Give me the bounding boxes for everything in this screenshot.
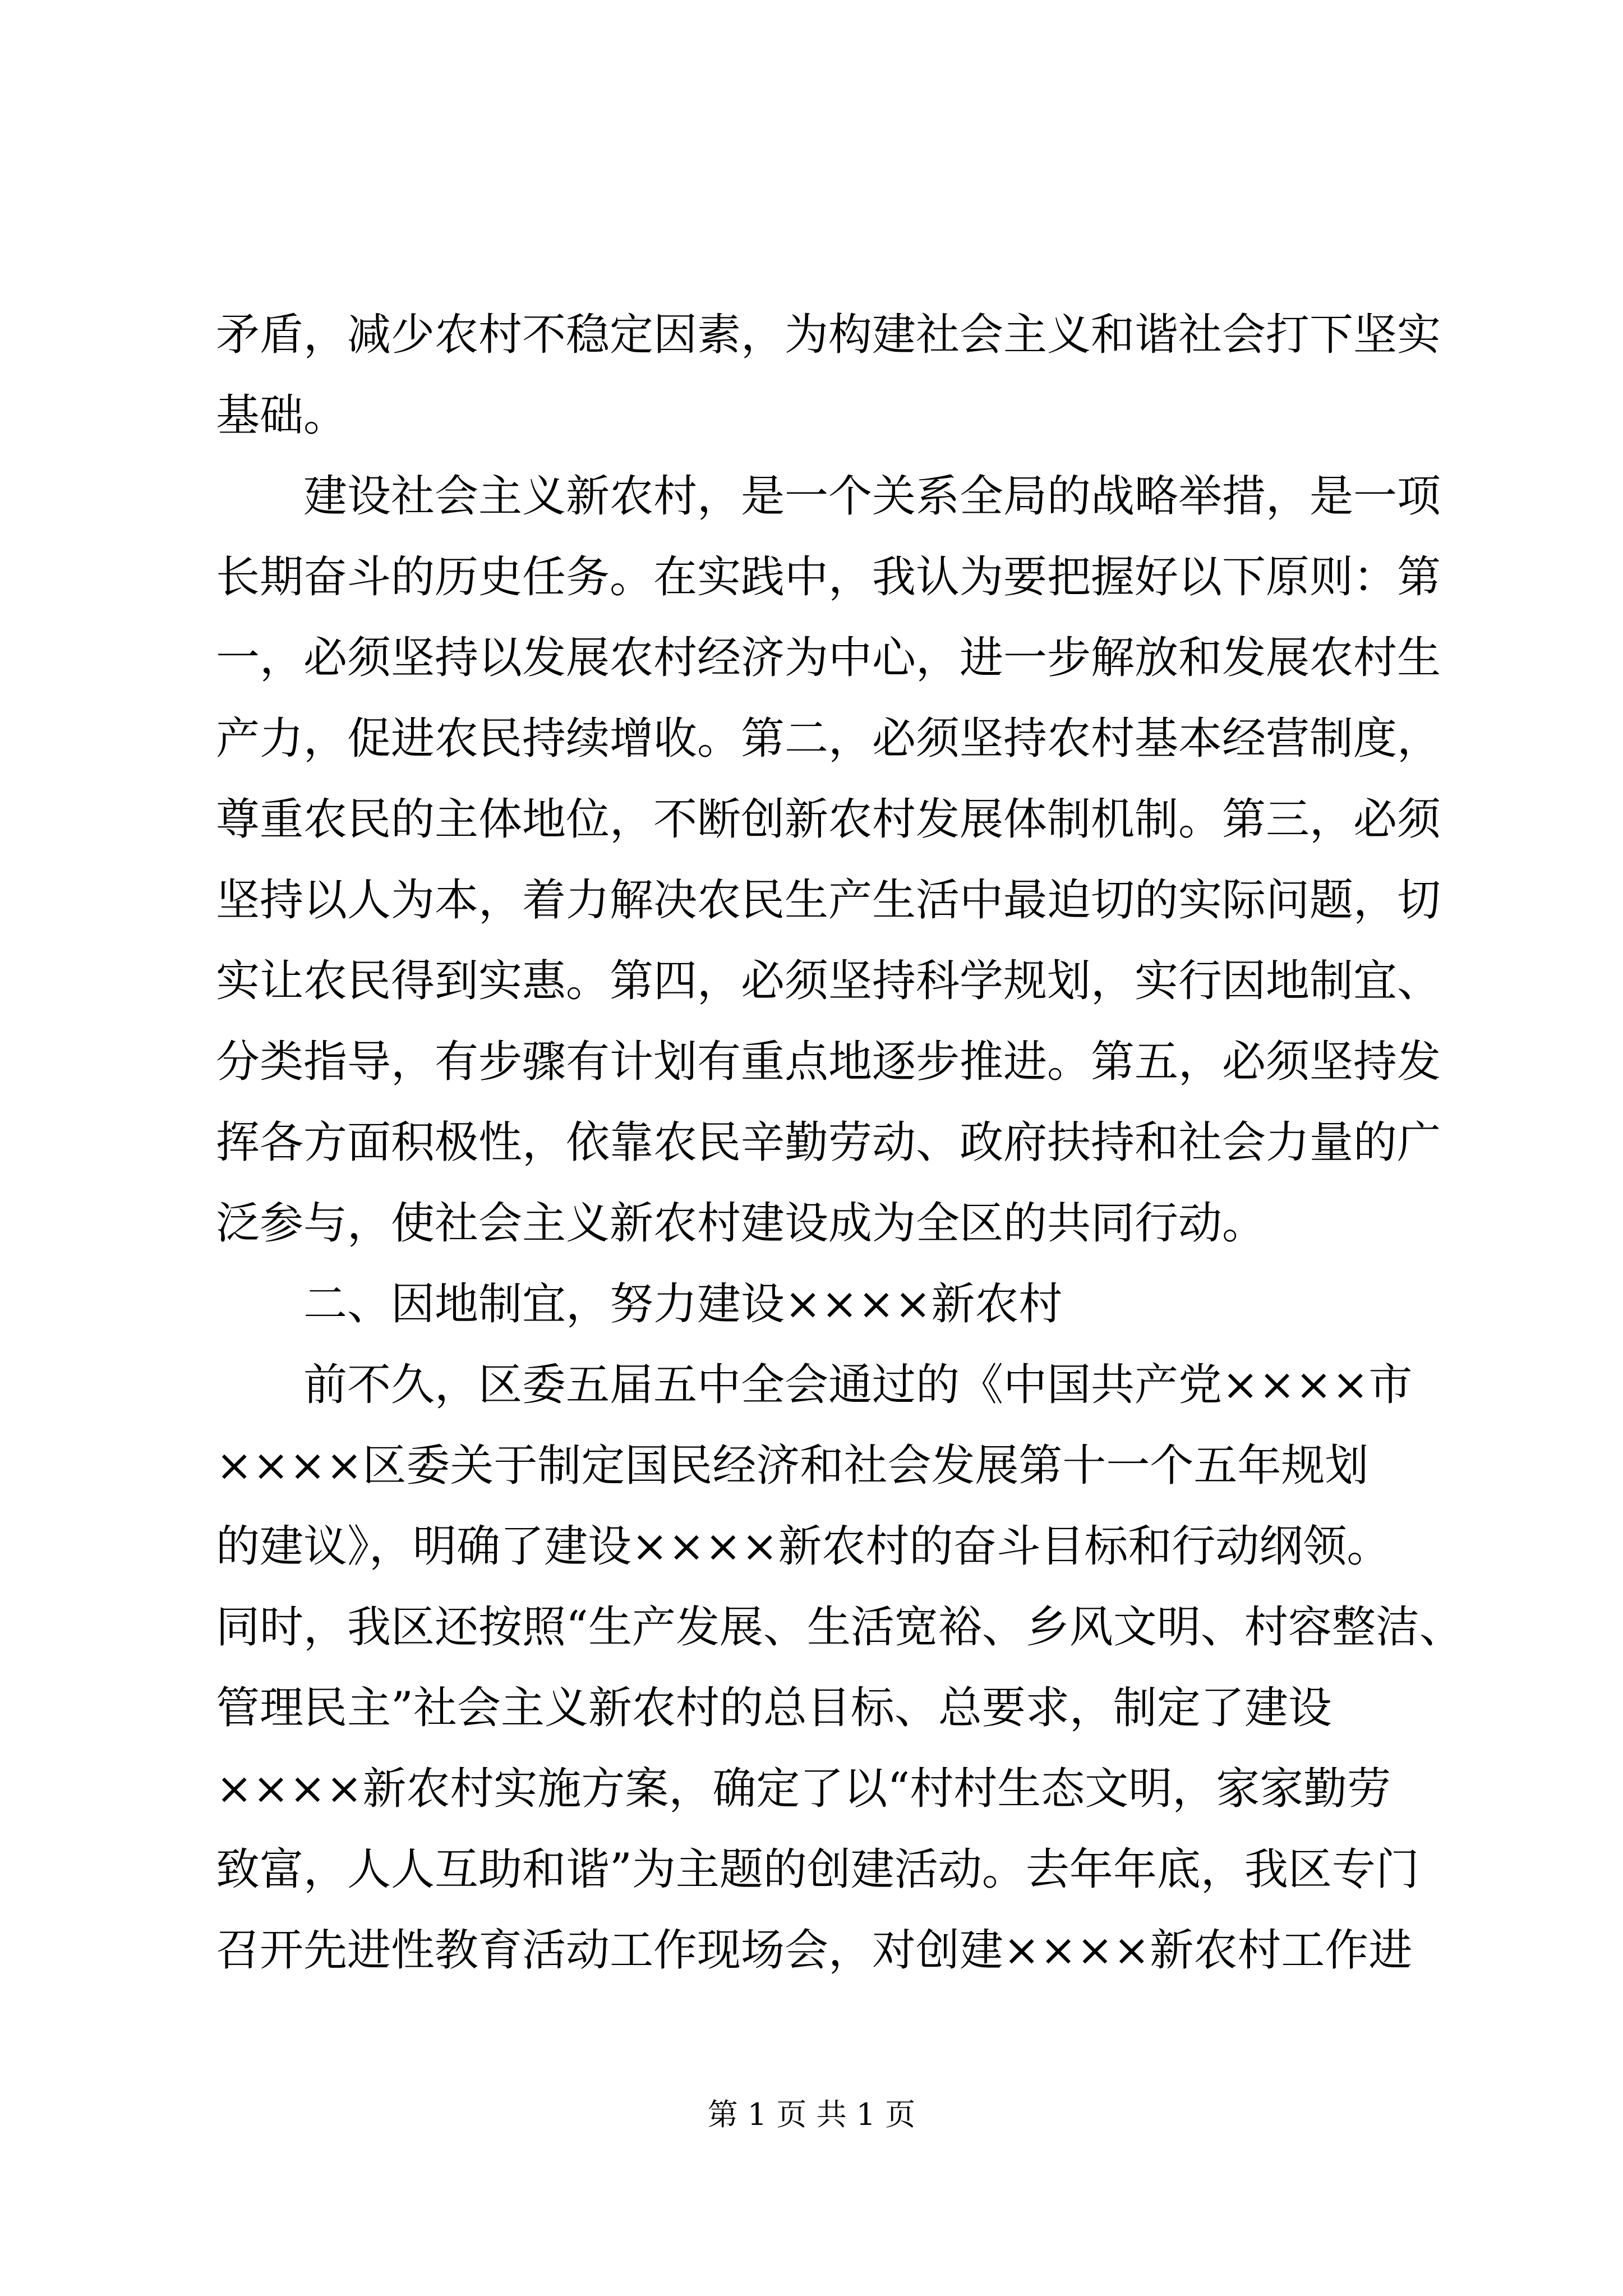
text-line: ××××区委关于制定国民经济和社会发展第十一个五年规划 (216, 1441, 1369, 1491)
text-line: 坚持以人为本，着力解决农民生产生活中最迫切的实际问题，切 (216, 875, 1441, 926)
document-body (216, 295, 1463, 1991)
text-line: 基础。 (216, 390, 348, 441)
text-line: 分类指导，有步骤有计划有重点地逐步推进。第五，必须坚持发 (216, 1037, 1441, 1087)
text-line: 泛参与，使社会主义新农村建设成为全区的共同行动。 (216, 1198, 1266, 1249)
text-line: 产力，促进农民持续增收。第二，必须坚持农村基本经营制度， (216, 714, 1441, 764)
text-line: 建设社会主义新农村，是一个关系全局的战略举措，是一项 (216, 471, 1441, 522)
text-line: 的建议》，明确了建设××××新农村的奋斗目标和行动纲领。 (216, 1521, 1391, 1572)
text-line: 管理民主”社会主义新农村的总目标、总要求，制定了建设 (216, 1683, 1332, 1733)
section-heading: 二、因地制宜，努力建设××××新农村 (216, 1279, 1063, 1329)
text-line: 长期奋斗的历史任务。在实践中，我认为要把握好以下原则：第 (216, 552, 1441, 602)
text-line: 同时，我区还按照“生产发展、生活宽裕、乡风文明、村容整洁、 (216, 1602, 1463, 1653)
text-line: 矛盾，减少农村不稳定因素，为构建社会主义和谐社会打下坚实 (216, 310, 1441, 360)
text-line: 尊重农民的主体地位，不断创新农村发展体制机制。第三，必须 (216, 794, 1441, 845)
text-line: 挥各方面积极性，依靠农民辛勤劳动、政府扶持和社会力量的广 (216, 1117, 1441, 1168)
page-number-footer: 第 1 页 共 1 页 (707, 2097, 916, 2132)
text-line: 致富，人人互助和谐”为主题的创建活动。去年年底，我区专门 (216, 1844, 1419, 1895)
text-line: 前不久，区委五届五中全会通过的《中国共产党××××市 (216, 1360, 1413, 1410)
text-line: 实让农民得到实惠。第四，必须坚持科学规划，实行因地制宜、 (216, 956, 1441, 1006)
text-line: ××××新农村实施方案，确定了以“村村生态文明，家家勤劳 (216, 1764, 1391, 1814)
text-line: 一，必须坚持以发展农村经济为中心，进一步解放和发展农村生 (216, 633, 1441, 683)
text-line: 召开先进性教育活动工作现场会，对创建××××新农村工作进 (216, 1925, 1413, 1976)
